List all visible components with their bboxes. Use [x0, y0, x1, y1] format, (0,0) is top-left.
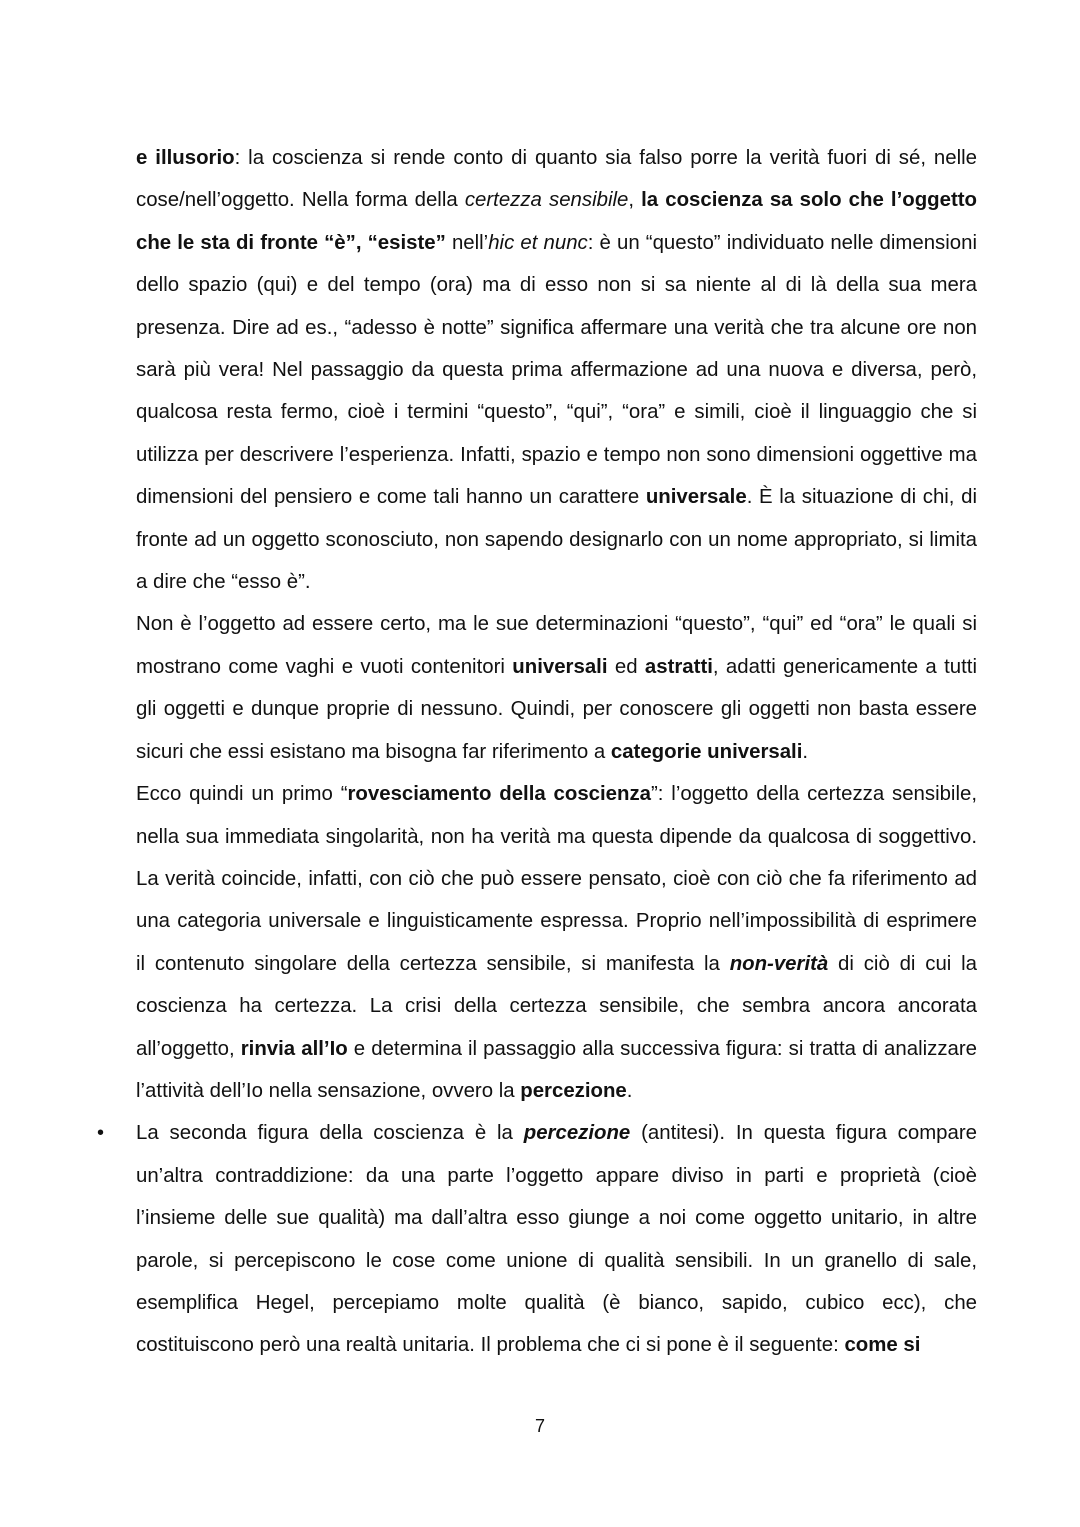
body-text	[97, 137, 978, 1367]
emphasis-text: e illusorio	[136, 147, 235, 169]
emphasis-text: percezione	[523, 1122, 631, 1145]
emphasis-text: astratti	[644, 655, 713, 678]
bullet-icon: •	[97, 1122, 105, 1145]
emphasis-text: rinvia all’Io	[240, 1037, 348, 1060]
text-run: Ecco quindi un primo “	[136, 783, 348, 806]
emphasis-text: universale	[645, 486, 747, 509]
text-run: ”: l’oggetto della certezza sensibile, nella sua immediata singolarità, non ha verità ma questa dipende da qualcosa di soggettivo. La verità coincide, infatti, con ciò che può essere pensato, cioè con ciò che fa riferimento ad una categoria universale e linguisticamente espressa. Proprio nell’impossibilità di esprimere il contenuto singolare della certezza sensibile, si manifesta la	[136, 783, 977, 975]
text-run: ed	[607, 655, 645, 678]
text-run: . È la situazione di chi, di fronte ad un oggetto sconosciuto, non sapendo designarlo con un nome appropriato, si limita a dire che “esso è”.	[136, 486, 977, 594]
text-run: : la coscienza si rende conto di quanto sia falso porre la verità fuori di sé, nelle cose/nell’oggetto. Nella forma della	[136, 147, 977, 212]
text-run: Non è l’oggetto ad essere certo, ma le sue determinazioni “questo”, “qui” ed “ora” le quali si mostrano come vaghi e vuoti contenitori	[136, 613, 977, 678]
text-run: .	[626, 1079, 633, 1102]
emphasis-text: categorie universali	[610, 740, 803, 763]
paragraph	[136, 773, 977, 1112]
emphasis-text: non-verità	[729, 952, 829, 975]
emphasis-text: rovesciamento della coscienza	[347, 783, 652, 806]
page-number: 7	[534, 1416, 545, 1436]
bullet-list-item	[97, 1112, 977, 1366]
emphasis-text: percezione	[520, 1079, 627, 1102]
text-run: : è un “questo” individuato nelle dimensioni dello spazio (qui) e del tempo (ora) ma di esso non si sa niente al di là della sua mera presenza. Dire ad es., “adesso è notte” significa affermare una verità che tra alcune ore non sarà più vera! Nel passaggio da questa prima affermazione ad una nuova e diversa, però, qualcosa resta fermo, cioè i termini “questo”, “qui”, “ora” e simili, cioè il linguaggio che si utilizza per descrivere l’esperienza. Infatti, spazio e tempo non sono dimensioni oggettive ma dimensioni del pensiero e come tali hanno un carattere	[136, 231, 977, 509]
emphasis-text: hic et nunc	[488, 231, 588, 254]
text-run: di ciò di cui la coscienza ha certezza. La crisi della certezza sensibile, che sembra ancora ancorata all’oggetto,	[136, 952, 977, 1060]
paragraph	[136, 137, 977, 603]
emphasis-text: certezza sensibile	[464, 189, 629, 212]
text-run: La seconda figura della coscienza è la	[136, 1122, 524, 1145]
text-run: ,	[628, 189, 642, 212]
paragraph	[136, 603, 977, 773]
emphasis-text: come si	[844, 1334, 921, 1357]
text-run: (antitesi). In questa figura compare un’altra contraddizione: da una parte l’oggetto appare diviso in parti e proprietà (cioè l’insieme delle sue qualità) ma dall’altra esso giunge a noi come oggetto unitario, in altre parole, si percepiscono le cose come unione di qualità sensibili. In un granello di sale, esemplifica Hegel, percepiamo molte qualità (è bianco, sapido, cubico ecc), che costituiscono però una realtà unitaria. Il problema che ci si pone è il seguente:	[136, 1122, 977, 1357]
paragraph	[136, 1112, 977, 1366]
text-run: nell’	[445, 231, 489, 254]
text-run: , adatti genericamente a tutti gli oggetti e dunque proprie di nessuno. Quindi, per conoscere gli oggetti non basta essere sicuri che essi esistano ma bisogna far riferimento a	[136, 655, 978, 763]
emphasis-text: universali	[512, 655, 608, 678]
text-run: .	[802, 740, 809, 763]
text-run: e determina il passaggio alla successiva figura: si tratta di analizzare l’attività dell’Io nella sensazione, ovvero la	[136, 1037, 977, 1102]
emphasis-text: la coscienza sa solo che l’oggetto che le sta di fronte “è”, “esiste”	[136, 189, 977, 254]
